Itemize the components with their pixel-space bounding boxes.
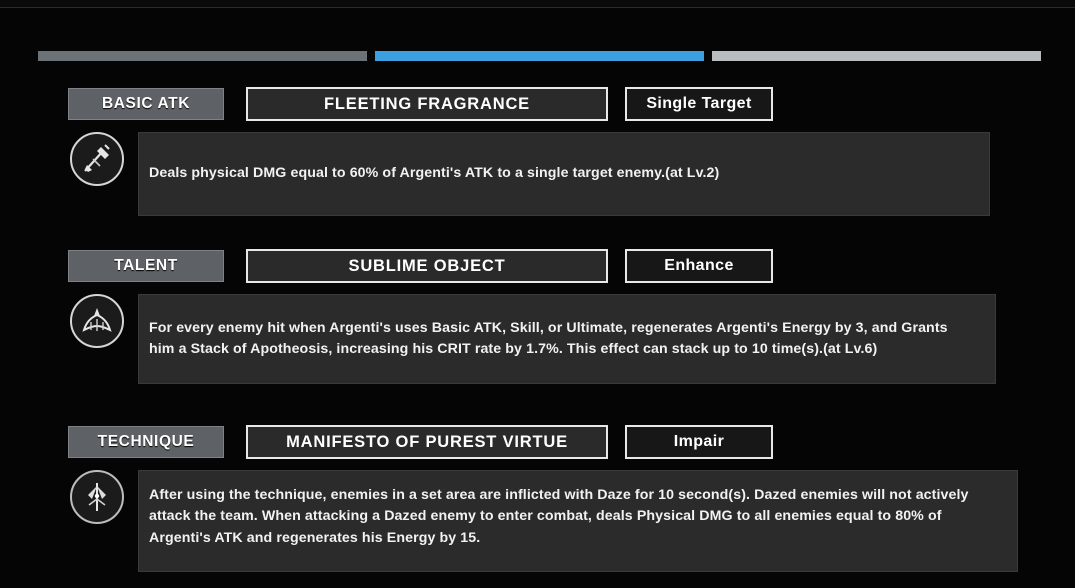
skill-block-technique (0, 424, 1075, 572)
page-indicator-active[interactable] (375, 51, 704, 61)
skill-header (0, 424, 1075, 460)
skill-body (0, 132, 1075, 216)
skill-description: After using the technique, enemies in a set area are inflicted with Daze for 10 second(s). Dazed enemies will not actively attack the team. When attacking a Dazed enemy to enter combat, deals Physical DMG to all enemies equal to 80% of Argenti's ATK and regenerates his Energy by 15. (138, 470, 1018, 572)
skill-type-plate: Impair (625, 425, 773, 459)
skill-description: Deals physical DMG equal to 60% of Argenti's ATK to a single target enemy.(at Lv.2) (138, 132, 990, 216)
skill-header (0, 248, 1075, 284)
page-indicators (38, 51, 1041, 61)
skill-category-tag: TECHNIQUE (68, 426, 224, 458)
skill-name-plate[interactable]: MANIFESTO OF PUREST VIRTUE (246, 425, 608, 459)
skill-type-plate: Single Target (625, 87, 773, 121)
technique-icon (70, 470, 124, 524)
skill-block-basic-atk (0, 86, 1075, 216)
basic-atk-icon (70, 132, 124, 186)
talent-icon (70, 294, 124, 348)
skill-header (0, 86, 1075, 122)
skill-category-tag: TALENT (68, 250, 224, 282)
skill-description: For every enemy hit when Argenti's uses Basic ATK, Skill, or Ultimate, regenerates Argenti's Energy by 3, and Grants him a Stack of Apotheosis, increasing his CRIT rate by 1.7%. This effect can stack up to 10 time(s).(at Lv.6) (138, 294, 996, 384)
skill-name-plate[interactable]: SUBLIME OBJECT (246, 249, 608, 283)
page-indicator-left[interactable] (38, 51, 367, 61)
skill-name-plate[interactable]: FLEETING FRAGRANCE (246, 87, 608, 121)
skill-body (0, 470, 1075, 572)
skill-type-plate: Enhance (625, 249, 773, 283)
skill-body (0, 294, 1075, 384)
skill-category-tag: BASIC ATK (68, 88, 224, 120)
skill-panel (0, 8, 1075, 588)
window-top-bar (0, 0, 1075, 8)
skill-block-talent (0, 248, 1075, 384)
page-indicator-right[interactable] (712, 51, 1041, 61)
